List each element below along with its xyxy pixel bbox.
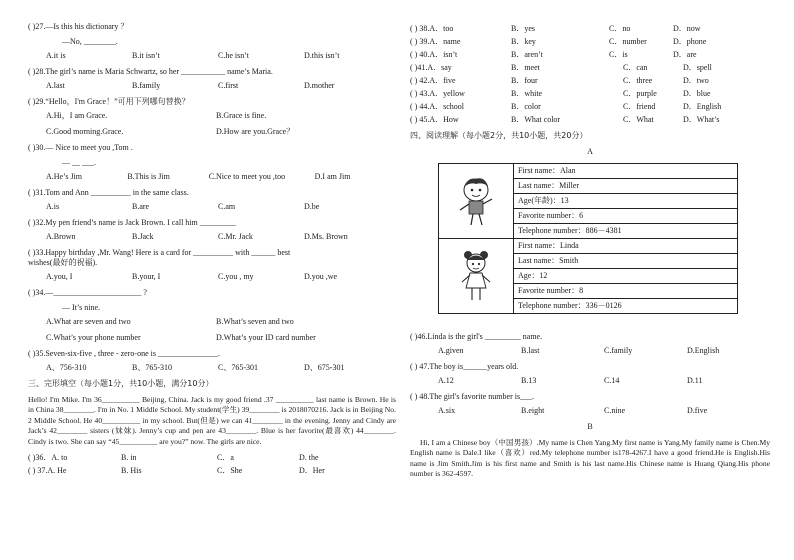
option-c[interactable]: C．a [217, 453, 234, 463]
option-d[interactable]: D．spell [683, 63, 712, 72]
option-b[interactable]: B.Jack [132, 232, 154, 241]
option-d[interactable]: D．English [683, 102, 722, 111]
option-d[interactable]: D.this isn’t [304, 51, 340, 60]
girl-cartoon-icon [446, 246, 506, 304]
question-46 [410, 332, 770, 356]
option-c[interactable]: C．three [623, 76, 653, 85]
question-31 [28, 188, 396, 212]
option-d[interactable]: D.How are you.Grace？ [216, 127, 295, 136]
question-stem-2: — It’s nine. [62, 303, 100, 312]
option-d[interactable]: D.English [687, 346, 720, 355]
option-d[interactable]: D.Ms. Brown [304, 232, 348, 241]
option-a[interactable]: ( ) 43.A．yellow [410, 89, 465, 98]
option-a[interactable]: ( )41.A．say [410, 63, 452, 72]
question-30 [28, 143, 396, 182]
option-a[interactable]: ( ) 38.A．too [410, 24, 454, 33]
option-c[interactable]: C.you , my [218, 272, 254, 281]
option-c[interactable]: C．friend [623, 102, 656, 111]
option-a[interactable]: A.is [46, 202, 60, 211]
cloze-passage: Hello! I'm Mike. I'm 36__________ Beijing, China. Jack is my good friend .37 __________ last name is Brown. He is in China 38________. I'm in No. 1 Middle School. My student(学生) 39________ is 2018070216. Jack is in Beijing No. 2 Middle School. He 40__________ in my school. But(但是) we can 41________ in the evening. Jenny and Cindy are Jack’s 42________ sisters (妹妹). Jenny’s cup and pen are 43________. Blue is her favorite(最喜欢) 44________. Cindy is two. She can say “45__________ are you?” now. The girls are nice. [28, 395, 396, 446]
option-b[interactable]: B、765-310 [132, 363, 172, 372]
question-39 [410, 37, 770, 47]
option-a[interactable]: ( ) 45.A．How [410, 115, 459, 124]
options [46, 51, 396, 61]
option-d[interactable]: D.five [687, 406, 708, 415]
option-c[interactable]: C.am [218, 202, 236, 211]
option-a[interactable]: A.12 [438, 376, 454, 385]
question-stem-2: —No, ________. [62, 37, 118, 46]
option-b[interactable]: B.your, I [132, 272, 161, 281]
option-c[interactable]: C．can [623, 63, 648, 72]
option-c[interactable]: C．She [217, 466, 243, 476]
option-b[interactable]: B.This is Jim [127, 172, 170, 181]
option-a[interactable]: A.Hi，I am Grace. [46, 111, 108, 120]
question-38 [410, 24, 770, 34]
option-b[interactable]: B．color [511, 102, 541, 111]
question-stem-2: wishes(最好的祝福). [28, 258, 98, 267]
option-b[interactable]: B. His [121, 466, 142, 476]
card1-age: Age(年龄)：13 [514, 194, 738, 209]
info-cards-table [438, 163, 738, 314]
option-a[interactable]: A.What are seven and two [46, 317, 131, 326]
question-stem-2: — __ ___. [62, 158, 96, 167]
question-43 [410, 89, 770, 99]
card2-age: Age：12 [514, 269, 738, 284]
option-d[interactable]: D．blue [683, 89, 711, 98]
question-stem: ( )35.Seven-six-five , three - zero-one is _______________. [28, 349, 220, 358]
option-d[interactable]: D. the [299, 453, 319, 463]
option-c[interactable]: C、765-301 [218, 363, 258, 372]
option-b[interactable]: B.Grace is fine. [216, 111, 267, 120]
question-40 [410, 50, 770, 60]
option-a[interactable]: A.six [438, 406, 456, 415]
option-a[interactable]: A.last [46, 81, 65, 90]
option-d[interactable]: D、675-301 [304, 363, 345, 372]
option-d[interactable]: D．two [683, 76, 709, 85]
option-d[interactable]: D.11 [687, 376, 703, 385]
question-28 [28, 67, 396, 91]
question-36 [28, 453, 396, 463]
girl-picture [439, 239, 514, 314]
option-d[interactable]: D．What’s [683, 115, 720, 124]
question-45 [410, 115, 770, 125]
right-column [410, 22, 770, 486]
question-41 [410, 63, 770, 73]
option-a[interactable]: A.given [438, 346, 464, 355]
option-a[interactable]: A、756-310 [46, 363, 87, 372]
question-stem: ( )29.“Hello，I'm Grace！”可用下列哪句替换？ [28, 97, 190, 106]
section-3-heading: 三、完形填空（每小题1分，共10小题，满分10分） [28, 379, 214, 388]
option-b[interactable]: B．What color [511, 115, 561, 124]
option-c[interactable]: C.first [218, 81, 239, 90]
option-c[interactable]: C.family [604, 346, 633, 355]
question-32 [28, 218, 396, 242]
boy-picture [439, 164, 514, 239]
option-a[interactable]: ( )36．A. to [28, 453, 68, 463]
passage-b: Hi, I am a Chinese boy（中国男孩）.My name is Chen Yang.My first name is Yang.My family name is Chen.My English name is Dale.I like（喜欢）red.My telephone number is178-4267.I have a good friend.He is English.His name is Jim Smith.Jim is his first name and Smith is his last name.His Chinese name is Huang Qiang.His phone number is 362-4597. [410, 438, 770, 479]
option-c[interactable]: C．purple [623, 89, 657, 98]
question-stem: ( )32.My pen friend’s name is Jack Brown. I call him _________ [28, 218, 236, 227]
option-b[interactable]: B．white [511, 89, 543, 98]
option-a[interactable]: A.He’s Jim [46, 172, 82, 181]
option-a[interactable]: A.it is [46, 51, 66, 60]
option-b[interactable]: B.family [132, 81, 161, 90]
question-stem: ( )46.Linda is the girl's _________ name. [410, 332, 543, 341]
left-column [28, 22, 396, 479]
card1-first-name: First name：Alan [514, 164, 738, 179]
option-d[interactable]: D.I am Jim [314, 172, 351, 181]
option-c[interactable]: C.he isn’t [218, 51, 249, 60]
question-stem: ( ) 47.The boy is______years old. [410, 362, 519, 371]
option-c[interactable]: C.Nice to meet you ,too [208, 172, 286, 181]
question-44 [410, 102, 770, 112]
option-d[interactable]: D．Her [299, 466, 325, 476]
option-d[interactable]: D．now [673, 24, 701, 33]
question-34 [28, 288, 396, 343]
question-47 [410, 362, 770, 386]
option-b[interactable]: B．key [511, 37, 536, 46]
question-stem: ( )28.The girl’s name is Maria Schwartz, so her ___________ name’s Maria. [28, 67, 273, 76]
card1-favorite-number: Favorite number：6 [514, 209, 738, 224]
question-stem: ( )30.— Nice to meet you ,Tom . [28, 143, 133, 152]
card1-last-name: Last name：Miller [514, 179, 738, 194]
option-a[interactable]: ( ) 39.A．name [410, 37, 461, 46]
question-29 [28, 97, 396, 137]
card1-telephone: Telephone number：886－4381 [514, 224, 738, 239]
question-stem: ( )27.—Is this his dictionary ？ [28, 22, 129, 31]
option-c[interactable]: C.nine [604, 406, 626, 415]
option-d[interactable]: D.you ,we [304, 272, 338, 281]
option-a[interactable]: ( ) 40.A．isn’t [410, 50, 458, 59]
option-c[interactable]: C.Good morning.Grace. [46, 127, 124, 136]
section-4-heading: 四、阅读理解（每小题2分，共10小题，共20分） [410, 131, 588, 140]
option-c[interactable]: C.What’s your phone number [46, 333, 141, 342]
boy-cartoon-icon [446, 172, 506, 228]
option-c[interactable]: C．What [623, 115, 654, 124]
option-d[interactable]: D．phone [673, 37, 707, 46]
option-b[interactable]: B．meet [511, 63, 540, 72]
question-48 [410, 392, 770, 416]
option-d[interactable]: D.be [304, 202, 320, 211]
option-a[interactable]: A.Brown [46, 232, 76, 241]
option-a[interactable]: ( ) 44.A．school [410, 102, 464, 111]
option-b[interactable]: B.What’s seven and two [216, 317, 294, 326]
option-a[interactable]: ( ) 42.A．five [410, 76, 456, 85]
option-b[interactable]: B．four [511, 76, 538, 85]
option-c[interactable]: C.Mr. Jack [218, 232, 253, 241]
option-b[interactable]: B.last [521, 346, 540, 355]
question-stem: ( )31.Tom and Ann __________ in the same class. [28, 188, 189, 197]
option-c[interactable]: C．no [609, 24, 631, 33]
card2-favorite-number: Favorite number：8 [514, 284, 738, 299]
option-b[interactable]: B.13 [521, 376, 537, 385]
option-b[interactable]: B.it isn’t [132, 51, 160, 60]
question-33 [28, 248, 396, 282]
option-b[interactable]: B．aren’t [511, 50, 543, 59]
question-27 [28, 22, 396, 61]
option-b[interactable]: B．yes [511, 24, 535, 33]
question-stem: ( )33.Happy birthday ,Mr. Wang! Here is a card for __________ with ______ best [28, 248, 291, 257]
option-d[interactable]: D.mother [304, 81, 335, 90]
card2-telephone: Telephone number：336－0126 [514, 299, 738, 314]
option-c[interactable]: C.14 [604, 376, 620, 385]
question-stem: ( ) 48.The girl's favorite number is___. [410, 392, 535, 401]
option-d[interactable]: D.What’s your ID card number [216, 333, 316, 342]
passage-a-title: A [587, 147, 593, 156]
option-b[interactable]: B.are [132, 202, 150, 211]
option-c[interactable]: C．is [609, 50, 628, 59]
option-d[interactable]: D．are [673, 50, 697, 59]
option-b[interactable]: B.eight [521, 406, 545, 415]
question-42 [410, 76, 770, 86]
passage-b-title: B [587, 422, 593, 431]
option-a[interactable]: ( ) 37.A. He [28, 466, 67, 476]
card2-first-name: First name：Linda [514, 239, 738, 254]
option-c[interactable]: C．number [609, 37, 647, 46]
question-37 [28, 466, 396, 476]
card2-last-name: Last name：Smith [514, 254, 738, 269]
option-a[interactable]: A.you, I [46, 272, 73, 281]
option-b[interactable]: B. in [121, 453, 137, 463]
question-stem: ( )34.—______________________ ? [28, 288, 147, 297]
question-35 [28, 349, 396, 373]
